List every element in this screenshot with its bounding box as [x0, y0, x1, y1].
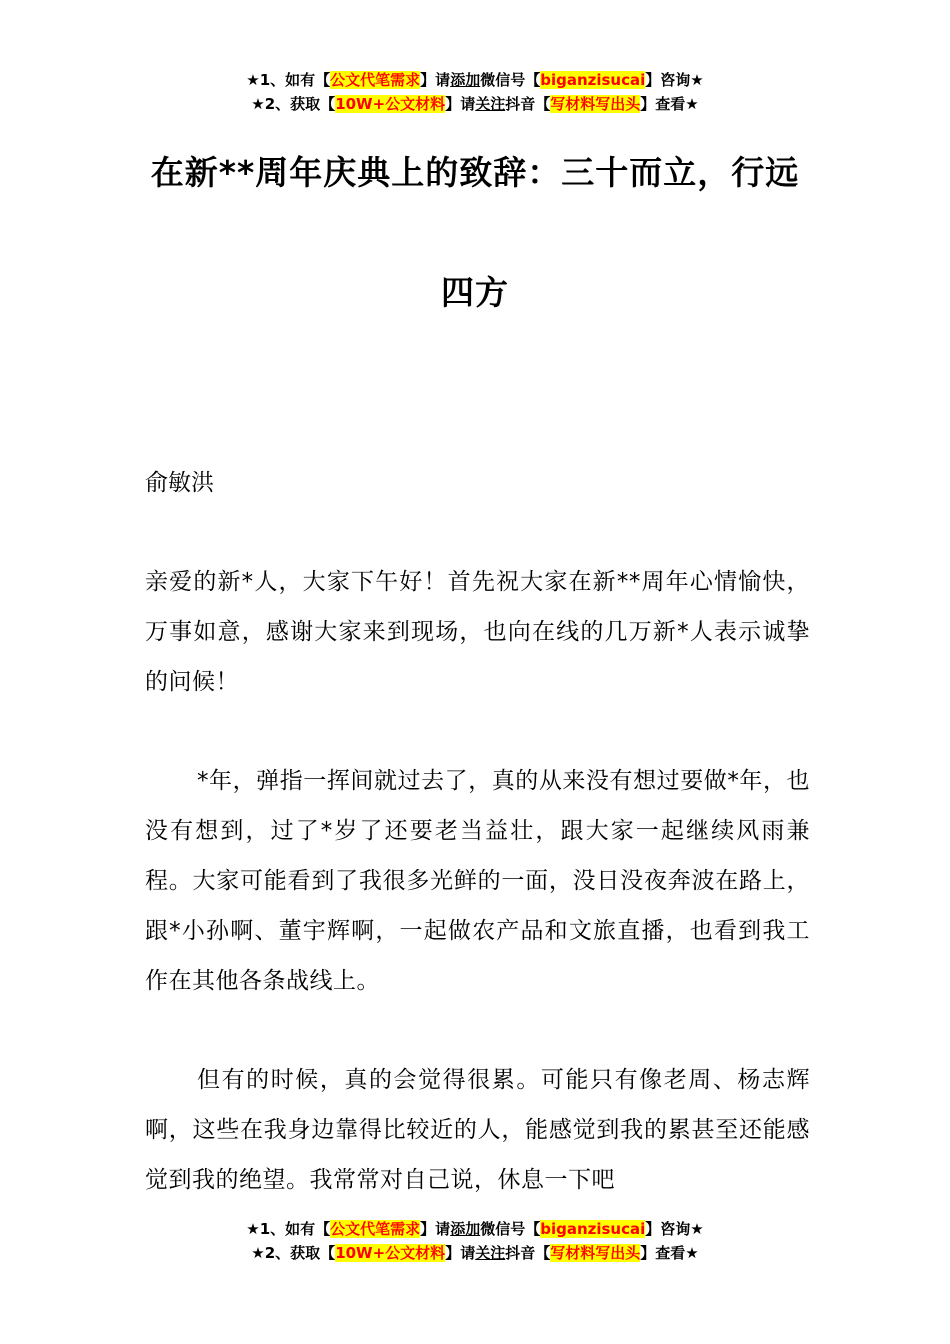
banner-line-2	[0, 1241, 950, 1265]
banner-highlight: biganzisucai	[540, 1220, 646, 1238]
body-paragraph: *年，弹指一挥间就过去了，真的从来没有想过要做*年，也没有想到，过了*岁了还要老当益壮，跟大家一起继续风雨兼程。大家可能看到了我很多光鲜的一面，没日没夜奔波在路上，跟*小孙啊、董宇辉啊，一起做农产品和文旅直播，也看到我工作在其他各条战线上。	[145, 768, 810, 994]
banner-text: 抖音【	[505, 1244, 551, 1262]
banner-text: 】查看★	[640, 1244, 699, 1262]
banner-highlight: 公文代笔需求	[330, 71, 421, 89]
banner-highlight: biganzisucai	[540, 71, 646, 89]
banner-underlined-text: 关注	[475, 1244, 506, 1262]
banner-text: ★1、如有【	[246, 71, 331, 89]
banner-underlined-text: 关注	[475, 95, 506, 113]
banner-text: ★2、获取【	[251, 95, 336, 113]
banner-text: ★1、如有【	[246, 1220, 331, 1238]
banner-highlight: 10W+公文材料	[335, 1244, 446, 1262]
banner-text: 抖音【	[505, 95, 551, 113]
banner-text: 】咨询★	[645, 71, 704, 89]
banner-text: 微信号【	[480, 1220, 541, 1238]
banner-highlight: 公文代笔需求	[330, 1220, 421, 1238]
banner-line-1	[0, 1217, 950, 1241]
header-banner	[0, 68, 950, 116]
banner-text: 】查看★	[640, 95, 699, 113]
author-name: 俞敏洪	[145, 470, 214, 496]
banner-highlight: 10W+公文材料	[335, 95, 446, 113]
banner-highlight: 写材料写出头	[550, 1244, 641, 1262]
banner-text: 】咨询★	[645, 1220, 704, 1238]
banner-underlined-text: 添加	[450, 1220, 481, 1238]
document-title: 在新**周年庆典上的致辞：三十而立，行远四方	[150, 153, 800, 312]
banner-highlight: 写材料写出头	[550, 95, 641, 113]
banner-line-1	[0, 68, 950, 92]
banner-text: 】请	[420, 1220, 451, 1238]
body-paragraph: 亲爱的新*人，大家下午好！首先祝大家在新**周年心情愉快，万事如意，感谢大家来到现场，也向在线的几万新*人表示诚挚的问候！	[145, 569, 810, 695]
banner-text: 】请	[445, 1244, 476, 1262]
banner-text: 微信号【	[480, 71, 541, 89]
footer-banner	[0, 1217, 950, 1265]
banner-text: ★2、获取【	[251, 1244, 336, 1262]
body-paragraph: 但有的时候，真的会觉得很累。可能只有像老周、杨志辉啊，这些在我身边靠得比较近的人，能感觉到我的累甚至还能感觉到我的绝望。我常常对自己说，休息一下吧	[145, 1067, 810, 1193]
banner-underlined-text: 添加	[450, 71, 481, 89]
banner-text: 】请	[420, 71, 451, 89]
banner-text: 】请	[445, 95, 476, 113]
